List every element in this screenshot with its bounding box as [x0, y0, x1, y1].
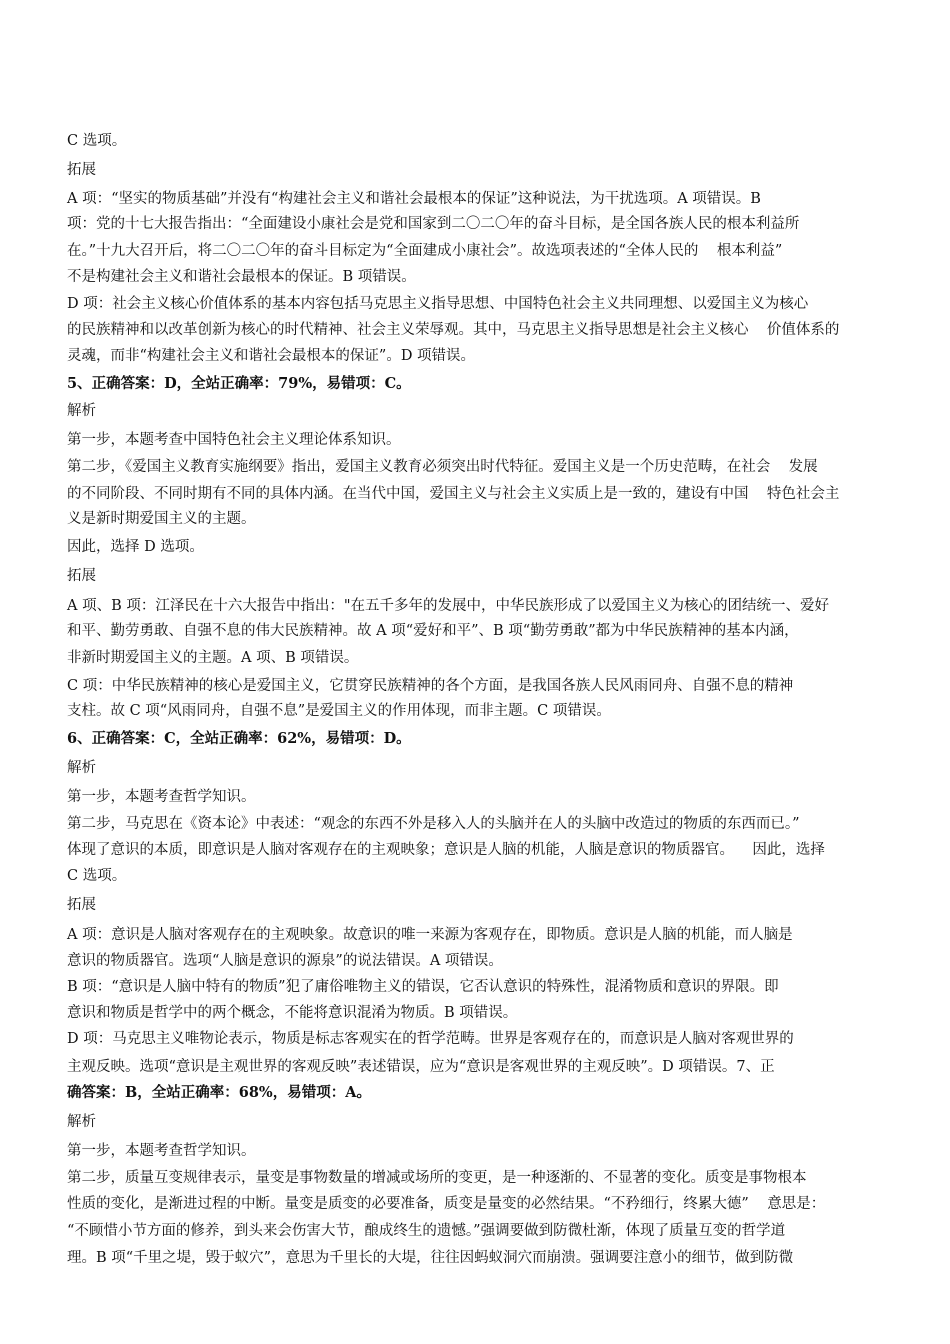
text-line: 第二步，质量互变规律表示，量变是事物数量的增减或场所的变更，是一种逐渐的、不显著的变化。质变是事物根本 [67, 1170, 807, 1186]
section-label-extension: 拓展 [67, 162, 96, 178]
text-line: 第二步，马克思在《资本论》中表述：“观念的东西不外是移入人的头脑并在人的头脑中改造过的物质的东西而已。” [67, 816, 800, 832]
text-line: D 项：马克思主义唯物论表示，物质是标志客观实在的哲学范畴。世界是客观存在的，而意识是人脑对客观世界的 [67, 1031, 794, 1047]
text-line: 第二步，《爱国主义教育实施纲要》指出，爱国主义教育必须突出时代特征。爱国主义是一个历史范畴，在社会 发展 [67, 459, 818, 475]
text-line: 理。B 项“千里之堤，毁于蚁穴”，意思为千里长的大堤，往往因蚂蚁洞穴而崩溃。强调要注意小的细节，做到防微 [67, 1250, 794, 1266]
text-line: 不是构建社会主义和谐社会最根本的保证。B 项错误。 [67, 269, 416, 285]
text-line: 支柱。故 C 项“风雨同舟，自强不息”是爱国主义的作用体现，而非主题。C 项错误。 [67, 703, 611, 719]
text-line: 体现了意识的本质，即意识是人脑对客观存在的主观映象；意识是人脑的机能，人脑是意识的物质器官。 因此，选择 [67, 842, 825, 858]
text-line: C 选项。 [67, 133, 127, 149]
text-line: 灵魂，而非“构建社会主义和谐社会最根本的保证”。D 项错误。 [67, 348, 476, 364]
answer-heading-q7: 确答案：B，全站正确率：68%，易错项：A。 [67, 1084, 371, 1101]
section-label-analysis: 解析 [67, 1114, 96, 1130]
text-line: C 选项。 [67, 868, 127, 884]
text-line: 意识和物质是哲学中的两个概念，不能将意识混淆为物质。B 项错误。 [67, 1005, 518, 1021]
text-line: 义是新时期爱国主义的主题。 [67, 511, 256, 527]
text-line: B 项：“意识是人脑中特有的物质”犯了庸俗唯物主义的错误，它否认意识的特殊性，混淆物质和意识的界限。即 [67, 979, 779, 995]
text-line: 第一步，本题考查中国特色社会主义理论体系知识。 [67, 432, 401, 448]
answer-heading-q6: 6、正确答案：C，全站正确率：62%，易错项：D。 [67, 730, 411, 747]
text-line: 第一步，本题考查哲学知识。 [67, 789, 256, 805]
text-line: 非新时期爱国主义的主题。A 项、B 项错误。 [67, 650, 359, 666]
text-line: 意识的物质器官。选项“人脑是意识的源泉”的说法错误。A 项错误。 [67, 953, 503, 969]
text-line: 主观反映。选项“意识是主观世界的客观反映”表述错误，应为“意识是客观世界的主观反映”。D 项错误。7、正 [67, 1059, 775, 1075]
text-line: A 项：“坚实的物质基础”并没有“构建社会主义和谐社会最根本的保证”这种说法，为干扰选项。A 项错误。B [67, 191, 761, 207]
text-line: 性质的变化，是渐进过程的中断。量变是质变的必要准备，质变是量变的必然结果。“不矜细行，终累大德” 意思是： [67, 1196, 826, 1212]
section-label-analysis: 解析 [67, 403, 96, 419]
text-line: 因此，选择 D 选项。 [67, 539, 204, 555]
text-line: C 项：中华民族精神的核心是爱国主义，它贯穿民族精神的各个方面，是我国各族人民风雨同舟、自强不息的精神 [67, 678, 794, 694]
text-line: 的民族精神和以改革创新为核心的时代精神、社会主义荣辱观。其中，马克思主义指导思想是社会主义核心 价值体系的 [67, 322, 840, 338]
text-line: 的不同阶段、不同时期有不同的具体内涵。在当代中国，爱国主义与社会主义实质上是一致的，建设有中国 特色社会主 [67, 486, 840, 502]
section-label-extension: 拓展 [67, 568, 96, 584]
text-line: 项：党的十七大报告指出：“全面建设小康社会是党和国家到二〇二〇年的奋斗目标，是全国各族人民的根本利益所 [67, 216, 800, 232]
text-line: D 项：社会主义核心价值体系的基本内容包括马克思主义指导思想、中国特色社会主义共同理想、以爱国主义为核心 [67, 296, 809, 312]
section-label-analysis: 解析 [67, 760, 96, 776]
text-line: 和平、勤劳勇敢、自强不息的伟大民族精神。故 A 项“爱好和平”、B 项“勤劳勇敢”都为中华民族精神的基本内涵， [67, 623, 799, 639]
text-line: A 项、B 项：江泽民在十六大报告中指出："在五千多年的发展中，中华民族形成了以爱国主义为核心的团结统一、爱好 [67, 598, 830, 614]
text-line: 第一步，本题考查哲学知识。 [67, 1143, 256, 1159]
answer-heading-q5: 5、正确答案：D，全站正确率：79%，易错项：C。 [67, 375, 411, 392]
text-line: “不顾惜小节方面的修养，到头来会伤害大节，酿成终生的遗憾。”强调要做到防微杜渐，体现了质量互变的哲学道 [67, 1223, 786, 1239]
text-line: A 项：意识是人脑对客观存在的主观映象。故意识的唯一来源为客观存在，即物质。意识是人脑的机能，而人脑是 [67, 927, 793, 943]
section-label-extension: 拓展 [67, 897, 96, 913]
text-line: 在。”十九大召开后，将二〇二〇年的奋斗目标定为“全面建成小康社会”。故选项表述的“全体人民的 根本利益” [67, 243, 783, 259]
